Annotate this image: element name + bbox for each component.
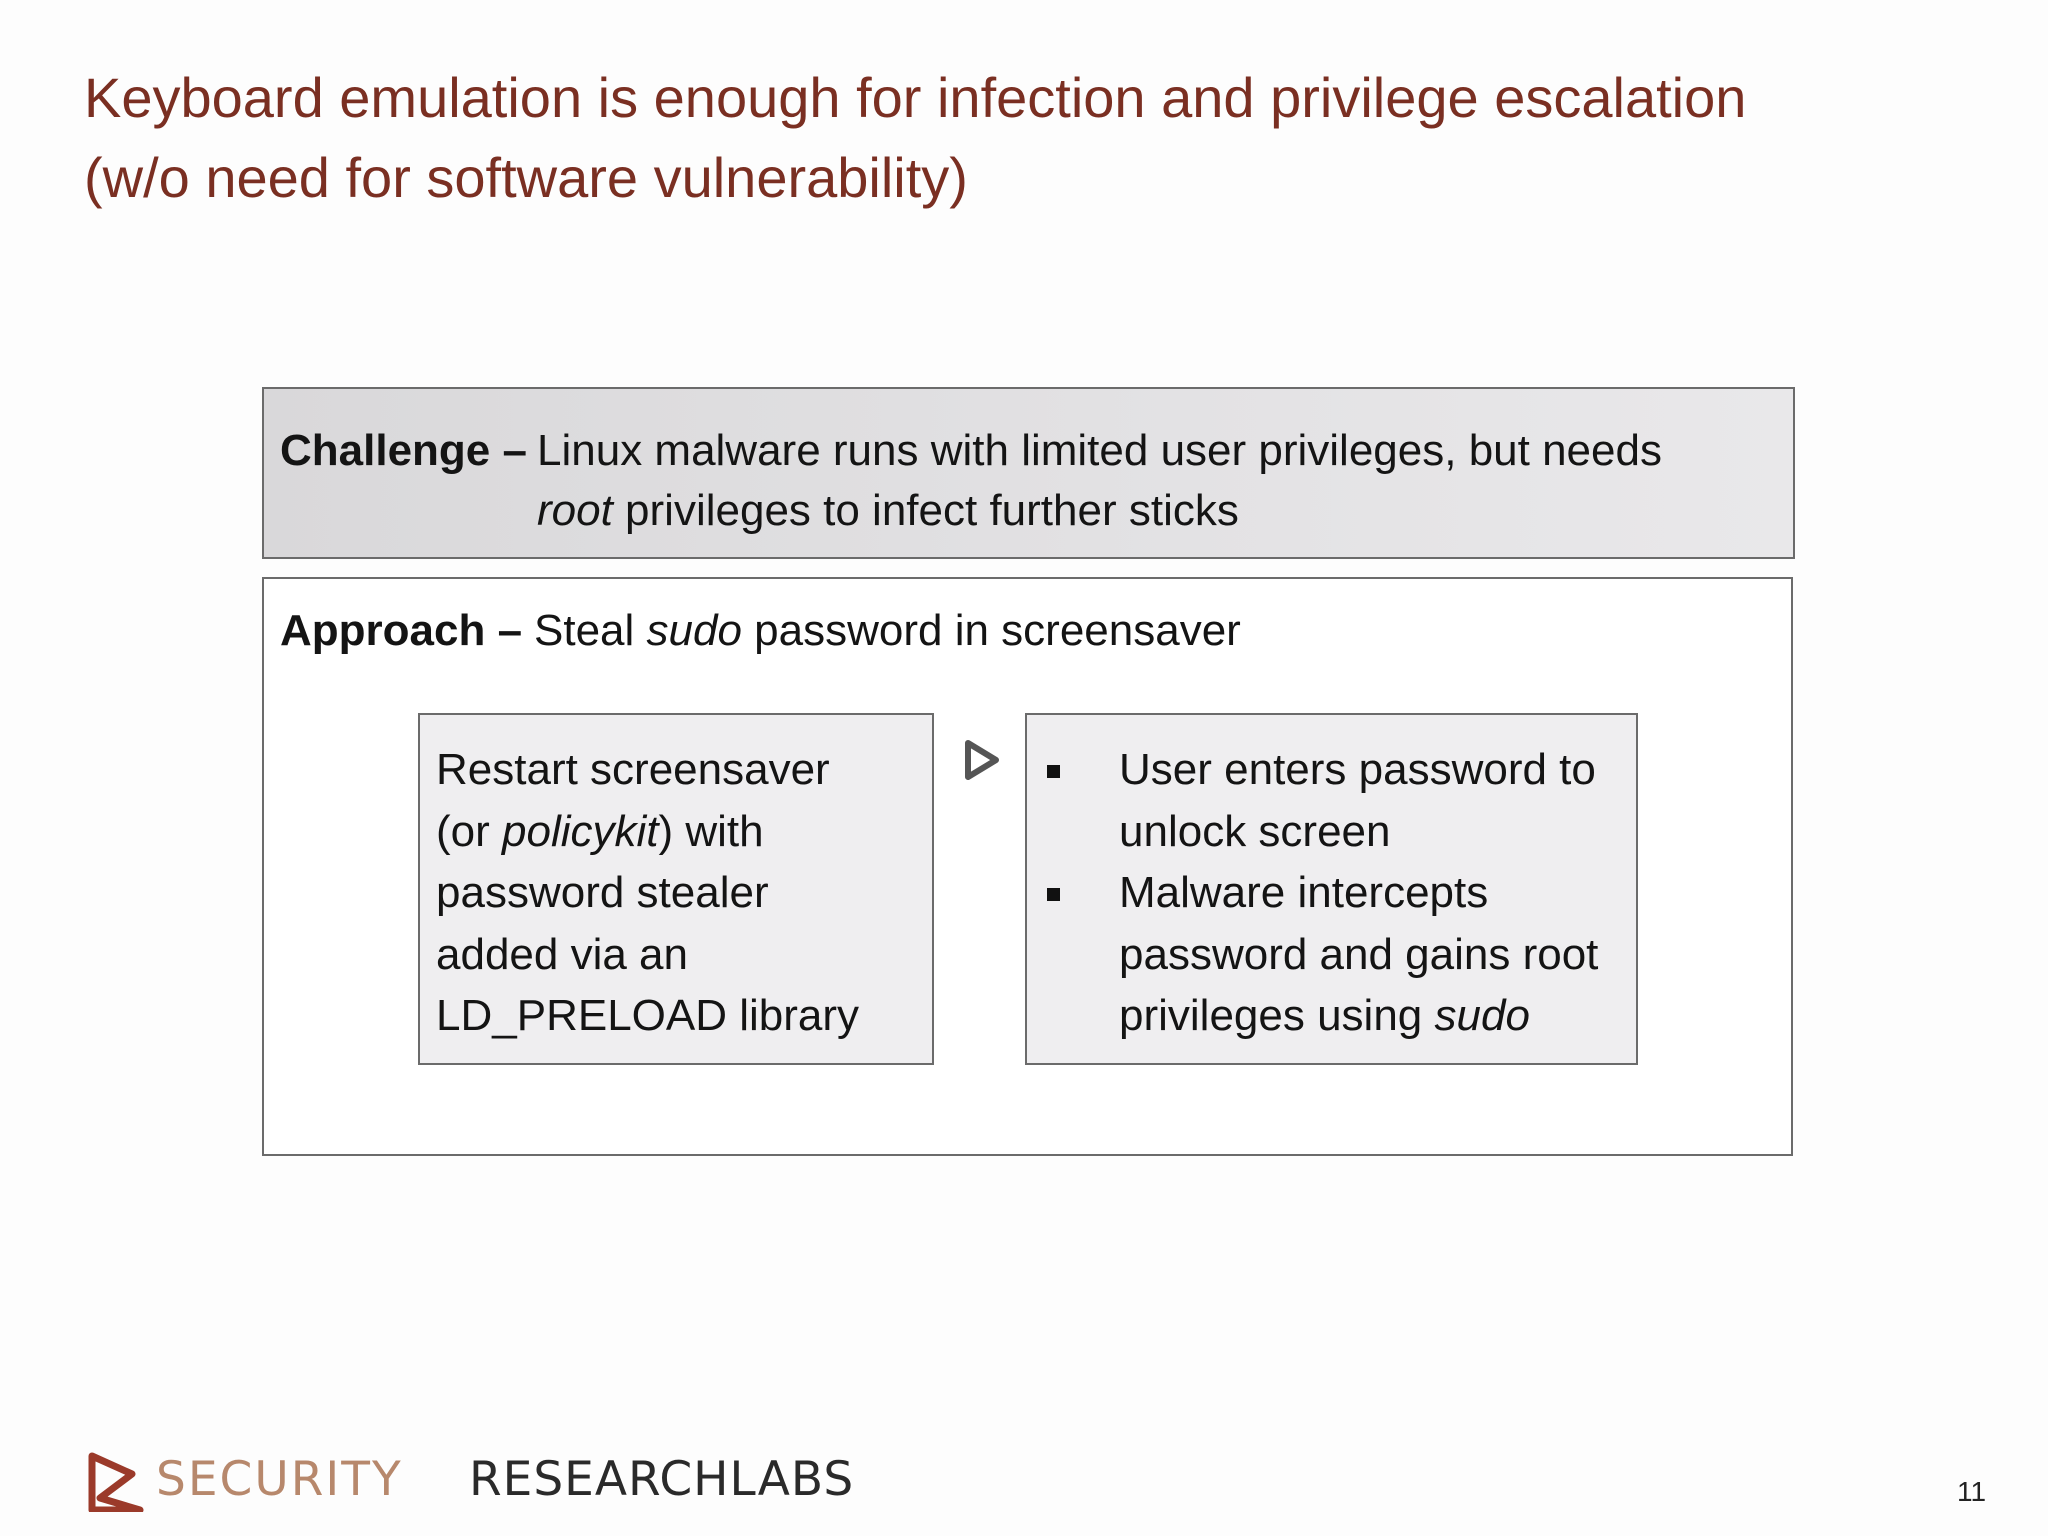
approach-text [534, 601, 1241, 661]
step-restart-line5: LD_PRELOAD library [436, 991, 860, 1040]
step-restart-line3: password stealer [436, 868, 769, 917]
list-item [1043, 739, 1633, 862]
approach-label: Approach – [280, 606, 523, 655]
step-restart-policykit: policykit [502, 806, 659, 856]
step-result-bullet2-sudo: sudo [1434, 991, 1530, 1040]
srlabs-logo-mark-icon [86, 1452, 146, 1512]
step-restart-line4: added via an [436, 929, 688, 979]
step-result-list [1043, 739, 1633, 1047]
logo-word-security: SECURITY [156, 1452, 403, 1507]
step-result-bullet1: User enters password to unlock screen [1119, 745, 1596, 856]
slide-title-line1: Keyboard emulation is enough for infection and privilege escalation [84, 66, 1747, 129]
square-bullet-icon [1047, 765, 1060, 778]
logo-word-researchlabs: RESEARCHLABS [469, 1452, 855, 1507]
page-number: 11 [1957, 1476, 1987, 1507]
challenge-box [262, 387, 1795, 559]
slide-title [84, 58, 1984, 218]
step-result-bullet2-pre: Malware intercepts password and gains root privileges using [1119, 868, 1599, 1040]
challenge-text-root: root [537, 486, 613, 535]
step-restart-line1: Restart screensaver [436, 745, 830, 794]
challenge-text-line2: privileges to infect further sticks [612, 486, 1239, 535]
step-restart-line2-pre: (or [436, 806, 502, 856]
step-restart-text [436, 739, 859, 1047]
list-item [1043, 862, 1633, 1047]
company-logo [86, 1448, 986, 1512]
step-restart-box [418, 713, 934, 1065]
challenge-text-line1: Linux malware runs with limited user privileges, but needs [537, 426, 1662, 475]
play-triangle-outline-icon [962, 738, 1002, 782]
approach-text-sudo: sudo [646, 606, 742, 655]
approach-text-pre: Steal [534, 606, 647, 655]
approach-text-post: password in screensaver [741, 606, 1241, 655]
challenge-label: Challenge – [280, 426, 527, 475]
slide-title-line2: (w/o need for software vulnerability) [84, 146, 968, 209]
challenge-text [537, 421, 1777, 541]
step-restart-line2-post: ) with [658, 806, 764, 856]
step-result-box [1025, 713, 1638, 1065]
square-bullet-icon [1047, 888, 1060, 901]
